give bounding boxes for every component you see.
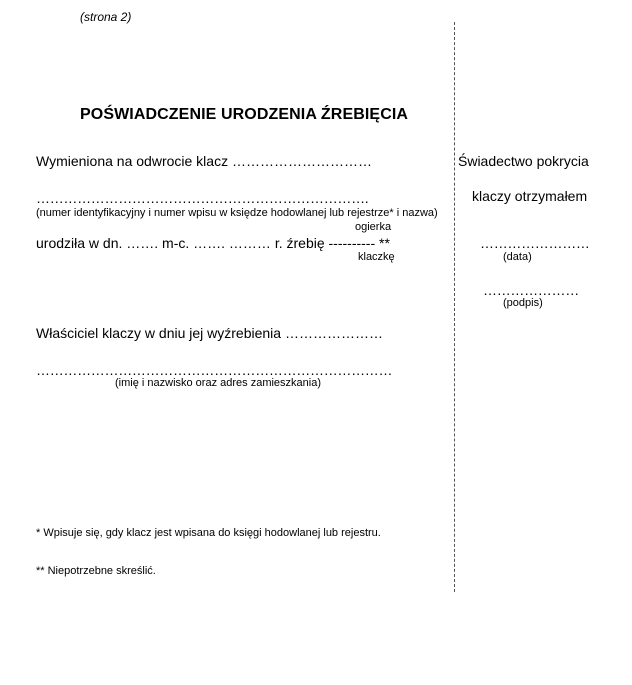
- mare-received-line: klaczy otrzymałem: [472, 188, 588, 204]
- signature-dots: …………………: [483, 282, 579, 298]
- birth-date-line: urodziła w dn. ……. m-c. ……. ……… r. źrebię ---------- **: [36, 235, 390, 251]
- option-colt: ogierka: [355, 221, 392, 233]
- owner-dots: ……………………………………………………………………: [36, 362, 393, 378]
- footnote-double-asterisk: ** Niepotrzebne skreślić.: [36, 565, 156, 577]
- option-filly: klaczkę: [358, 251, 395, 263]
- date-dots: ……………………: [480, 235, 590, 251]
- dashed-divider: [454, 22, 455, 592]
- document-title: POŚWIADCZENIE URODZENIA ŹREBIĘCIA: [80, 106, 409, 123]
- footnote-asterisk: * Wpisuje się, gdy klacz jest wpisana do księgi hodowlanej lub rejestru.: [36, 527, 381, 539]
- signature-caption: (podpis): [503, 297, 543, 309]
- mare-id-dots: ……………………………………………………………….: [36, 190, 369, 206]
- mare-line: Wymieniona na odwrocie klacz …………………………: [36, 153, 372, 169]
- date-caption: (data): [503, 251, 532, 263]
- coverage-certificate-line: Świadectwo pokrycia: [458, 153, 589, 169]
- owner-line: Właściciel klaczy w dniu jej wyźrebienia …………………: [36, 325, 383, 341]
- mare-id-caption: (numer identyfikacyjny i numer wpisu w księdze hodowlanej lub rejestrze* i nazwa): [36, 207, 438, 219]
- page-number-note: (strona 2): [80, 10, 132, 24]
- owner-caption: (imię i nazwisko oraz adres zamieszkania): [115, 377, 322, 389]
